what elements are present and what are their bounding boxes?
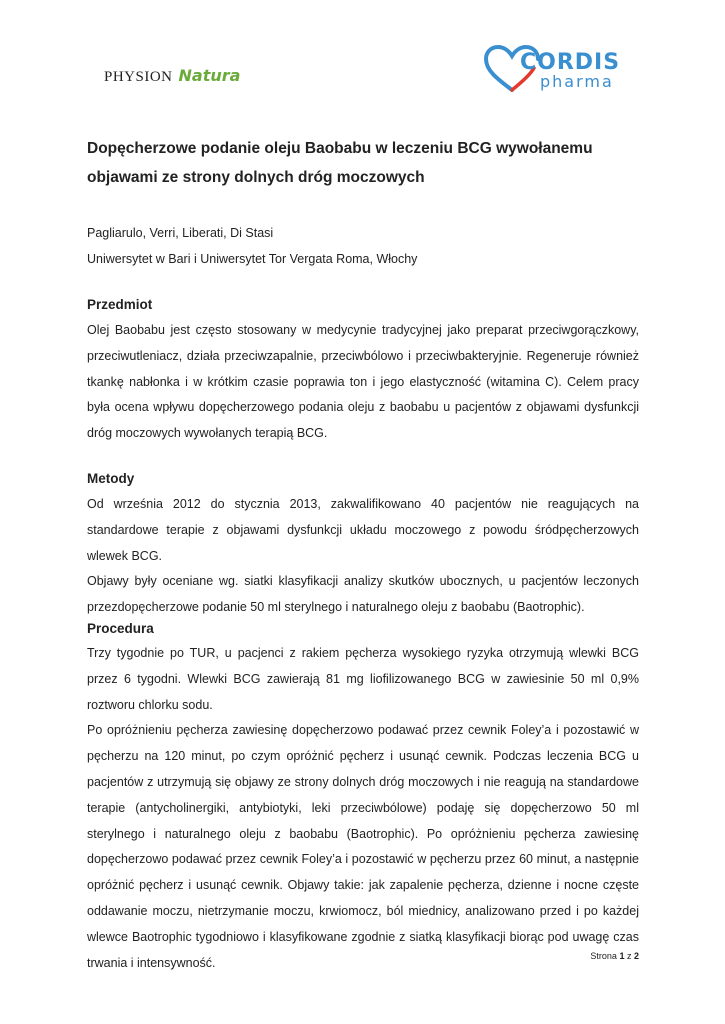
- paragraph: Po opróżnieniu pęcherza zawiesinę dopęcherzowo podawać przez cewnik Foley’a i pozostawić w pęcherzu na 120 minut, po czym opróżnić pęcherz i usunąć cewnik. Podczas leczenia BCG u pacjentów z utrzymują się objawy ze strony dolnych dróg moczowych i nie reagują na standardowe terapie (antycholinergiki, antybiotyki, leki przeciwbólowe) podaję się dopęcherzowo 50 ml sterylnego i naturalnego oleju z baobabu (Baotrophic). Po opróżnieniu pęcherza zawiesinę dopęcherzowo podawać przez cewnik Foley’a i pozostawić w pęcherzu przez 60 minut, a następnie opróżnić pęcherz i usunąć cewnik. Objawy takie: jak zapalenie pęcherza, dzienne i nocne częste oddawanie moczu, nietrzymanie moczu, krwiomocz, ból miednicy, analizowano przed i po każdej wlewce Baotrophic tygodniowo i klasyfikowane zgodnie z siatką klasyfikacji biorąc pod uwagę czas trwania i intensywność.: [87, 723, 639, 970]
- paragraph: Trzy tygodnie po TUR, u pacjenci z rakiem pęcherza wysokiego ryzyka otrzymują wlewki BCG przez 6 tygodni. Wlewki BCG zawierają 81 mg liofilizowanego BCG w zawiesinie 50 ml 0,9% roztworu chlorku sodu.: [87, 646, 639, 712]
- footer-total-pages: 2: [633, 951, 639, 961]
- section-text-przedmiot: [87, 318, 639, 447]
- paragraph: Od września 2012 do stycznia 2013, zakwalifikowano 40 pacjentów nie reagujących na standardowe terapie z objawami dysfunkcji układu moczowego z powodu śródpęcherzowych wlewek BCG.: [87, 497, 639, 563]
- authors-block: [87, 220, 417, 272]
- section-text-metody: [87, 492, 639, 621]
- page-number: [590, 951, 639, 961]
- logo-pharma-text: pharma: [540, 72, 614, 91]
- cordis-pharma-logo: [482, 44, 622, 96]
- footer-current-page: 1: [619, 951, 625, 961]
- section-text-procedura: [87, 641, 639, 976]
- affiliation-line: Uniwersytet w Bari i Uniwersytet Tor Vergata Roma, Włochy: [87, 252, 418, 266]
- section-heading-przedmiot: Przedmiot: [87, 297, 153, 312]
- logo-physion-text: PHYSION: [104, 69, 173, 85]
- footer-label: Strona: [590, 951, 617, 961]
- document-title: Dopęcherzowe podanie oleju Baobabu w leczeniu BCG wywołanemu objawami ze strony dolnych dróg moczowych: [87, 140, 593, 186]
- logo-cordis-text: CORDIS: [520, 50, 621, 75]
- paragraph: Olej Baobabu jest często stosowany w medycynie tradycyjnej jako preparat przeciwgorączkowy, przeciwutleniacz, działa przeciwzapalnie, przeciwbólowo i przeciwbakteryjnie. Regeneruje również tkankę nabłonka i w krótkim czasie poprawia ton i jego elastyczność (witamina C). Celem pracy była ocena wpływu dopęcherzowego podania oleju z baobabu u pacjentów z objawami dysfunkcji dróg moczowych wywołanych terapią BCG.: [87, 323, 639, 441]
- section-heading-metody: Metody: [87, 471, 135, 486]
- footer-separator: z: [626, 951, 632, 961]
- section-heading-procedura: Procedura: [87, 621, 154, 636]
- physion-natura-logo: [104, 66, 240, 92]
- authors-line: Pagliarulo, Verri, Liberati, Di Stasi: [87, 226, 274, 240]
- paragraph: Objawy były oceniane wg. siatki klasyfikacji analizy skutków ubocznych, u pacjentów leczonych przezdopęcherzowe podanie 50 ml sterylnego i naturalnego oleju z baobabu (Baotrophic).: [87, 574, 639, 615]
- logo-natura-text: Natura: [178, 66, 241, 85]
